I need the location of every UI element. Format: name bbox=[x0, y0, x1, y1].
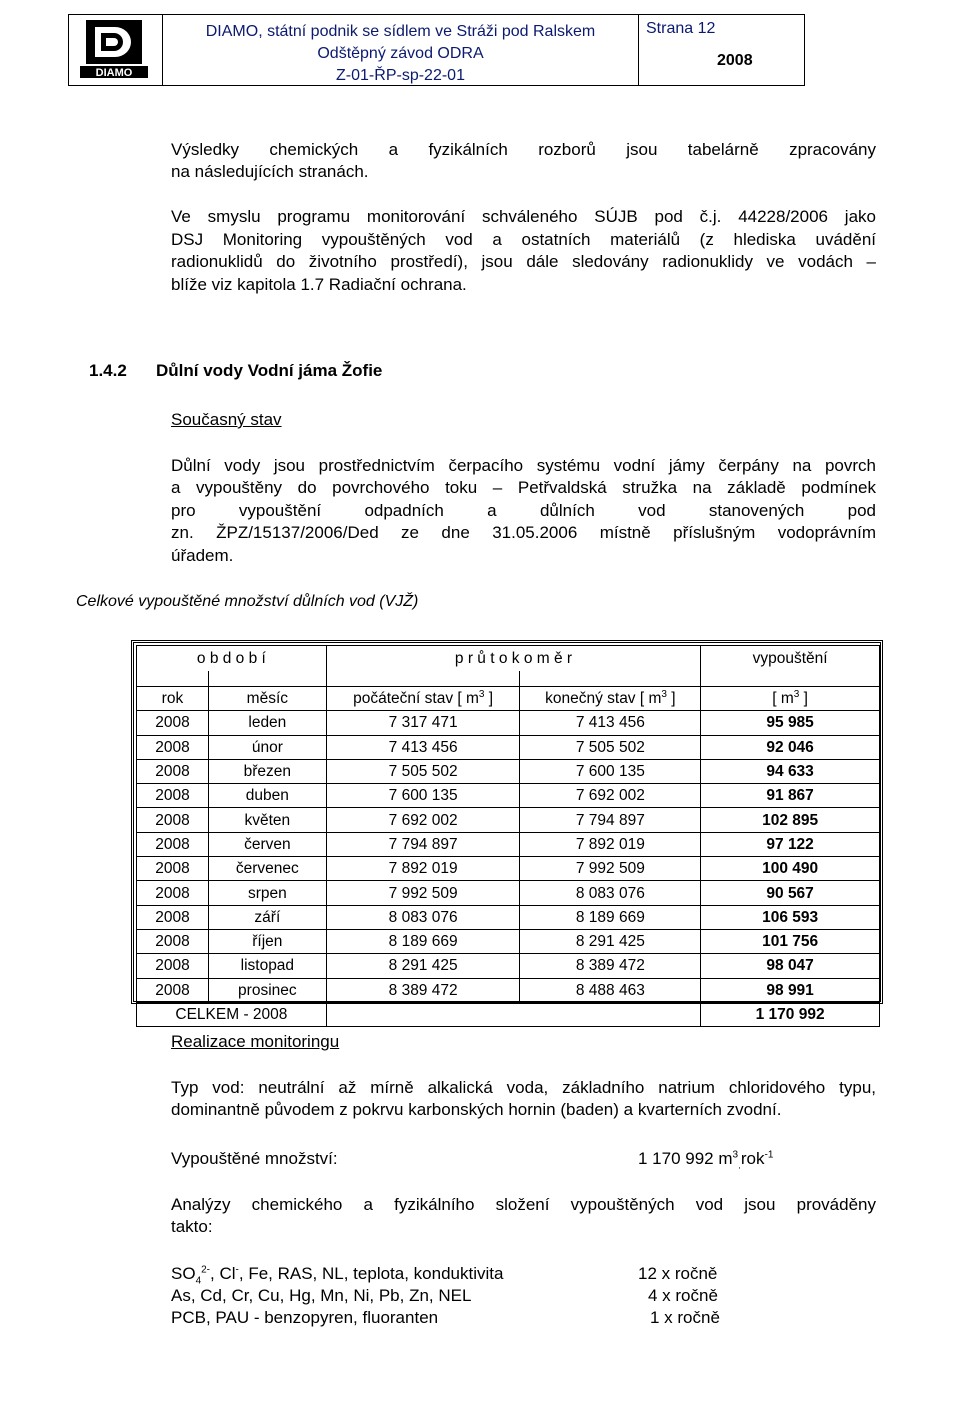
cell-end: 8 083 076 bbox=[520, 881, 701, 905]
cell-month: listopad bbox=[208, 954, 326, 978]
cell-end: 7 992 509 bbox=[520, 857, 701, 881]
cell-discharge: 91 867 bbox=[701, 784, 880, 808]
cell-start: 8 389 472 bbox=[326, 978, 520, 1002]
table-row bbox=[137, 905, 880, 929]
section-paragraph-line: zn. ŽPZ/15137/2006/Ded ze dne 31.05.2006 místně příslušným vodoprávním bbox=[171, 523, 876, 542]
col-header-end: konečný stav [ $m^3$ ] bbox=[520, 687, 701, 711]
water-type-line: Typ vod: neutrální až mírně alkalická voda, základního natrium chloridového typu, bbox=[171, 1078, 876, 1097]
cell-year: 2008 bbox=[137, 808, 209, 832]
analysis-item-parameters: As, Cd, Cr, Cu, Hg, Mn, Ni, Pb, Zn, NEL bbox=[171, 1286, 472, 1305]
cell-year: 2008 bbox=[137, 832, 209, 856]
col-header-start: počáteční stav [ $m^3$ ] bbox=[326, 687, 520, 711]
cell-discharge: 94 633 bbox=[701, 759, 880, 783]
svg-text:DIAMO: DIAMO bbox=[95, 67, 133, 79]
table-row bbox=[137, 954, 880, 978]
cell-year: 2008 bbox=[137, 759, 209, 783]
cell-start: 8 083 076 bbox=[326, 905, 520, 929]
cell-discharge: 90 567 bbox=[701, 881, 880, 905]
cell-discharge: 101 756 bbox=[701, 929, 880, 953]
section-title: Důlní vody Vodní jáma Žofie bbox=[156, 361, 383, 380]
col-header-discharge: [ $m^3$ ] bbox=[701, 687, 880, 711]
cell-end: 8 488 463 bbox=[520, 978, 701, 1002]
analysis-line: Analýzy chemického a fyzikálního složení vypouštěných vod jsou prováděny bbox=[171, 1195, 876, 1214]
intro-line: na následujících stranách. bbox=[171, 162, 369, 181]
cell-discharge: 98 047 bbox=[701, 954, 880, 978]
analysis-item-parameters: PCB, PAU - benzopyren, fluoranten bbox=[171, 1308, 439, 1327]
cell-discharge: 98 991 bbox=[701, 978, 880, 1002]
table-row bbox=[137, 759, 880, 783]
group-period: o b d o b í bbox=[137, 646, 327, 672]
cell-year: 2008 bbox=[137, 954, 209, 978]
cell-month: červenec bbox=[208, 857, 326, 881]
cell-end: 7 413 456 bbox=[520, 711, 701, 735]
cell-month: duben bbox=[208, 784, 326, 808]
col-header-year: rok bbox=[137, 687, 209, 711]
cell-end: 7 794 897 bbox=[520, 808, 701, 832]
analysis-line: takto: bbox=[171, 1217, 213, 1236]
cell-month: březen bbox=[208, 759, 326, 783]
col-header-month: měsíc bbox=[208, 687, 326, 711]
section-paragraph-line: a vypouštěny do povrchového toku – Petřvaldská stružka na základě podmínek bbox=[171, 478, 876, 497]
amount-value: 1 170 992 $m^3_.rok^{-1}$ bbox=[638, 1149, 774, 1172]
table-row bbox=[137, 735, 880, 759]
cell-month: leden bbox=[208, 711, 326, 735]
group-discharge: vypouštění bbox=[701, 646, 880, 672]
cell-start: 7 317 471 bbox=[326, 711, 520, 735]
cell-start: 8 291 425 bbox=[326, 954, 520, 978]
table-row bbox=[137, 832, 880, 856]
analysis-item-frequency: 1 x ročně bbox=[650, 1308, 720, 1327]
cell-end: 7 600 135 bbox=[520, 759, 701, 783]
analysis-item-frequency: 4 x ročně bbox=[648, 1286, 718, 1305]
header-year: 2008 bbox=[717, 52, 753, 69]
cell-end: 8 389 472 bbox=[520, 954, 701, 978]
discharge-table bbox=[131, 640, 883, 1023]
cell-start: 7 600 135 bbox=[326, 784, 520, 808]
cell-year: 2008 bbox=[137, 978, 209, 1002]
section-paragraph-line: úřadem. bbox=[171, 546, 234, 565]
cell-month: říjen bbox=[208, 929, 326, 953]
cell-end: 7 892 019 bbox=[520, 832, 701, 856]
section-paragraph-line: Důlní vody jsou prostřednictvím čerpacího systému vodní jámy čerpány na povrch bbox=[171, 456, 876, 475]
table-row bbox=[137, 929, 880, 953]
cell-start: 7 794 897 bbox=[326, 832, 520, 856]
intro-line: radionuklidů do životního prostředí), jsou dále sledovány radionuklidy ve vodách – bbox=[171, 252, 876, 271]
intro-line: Výsledky chemických a fyzikálních rozborů jsou tabelárně zpracovány bbox=[171, 140, 876, 159]
cell-start: 8 189 669 bbox=[326, 929, 520, 953]
cell-month: prosinec bbox=[208, 978, 326, 1002]
cell-discharge: 106 593 bbox=[701, 905, 880, 929]
diamo-logo bbox=[75, 18, 155, 80]
amount-label: Vypouštěné množství: bbox=[171, 1149, 338, 1168]
section-paragraph-line: pro vypouštění odpadních a důlních vod stanovených pod bbox=[171, 501, 876, 520]
section-number: 1.4.2 bbox=[89, 361, 127, 380]
cell-year: 2008 bbox=[137, 735, 209, 759]
intro-line: DSJ Monitoring vypouštěných vod a ostatních materiálů (z hlediska uvádění bbox=[171, 230, 876, 249]
section-heading bbox=[89, 361, 382, 381]
cell-discharge: 100 490 bbox=[701, 857, 880, 881]
cell-year: 2008 bbox=[137, 857, 209, 881]
header-page-number: Strana 12 bbox=[646, 20, 716, 37]
header-company: DIAMO, státní podnik se sídlem ve Stráži pod Ralskem bbox=[205, 23, 596, 40]
cell-start: 7 505 502 bbox=[326, 759, 520, 783]
cell-year: 2008 bbox=[137, 784, 209, 808]
cell-year: 2008 bbox=[137, 905, 209, 929]
cell-end: 7 692 002 bbox=[520, 784, 701, 808]
header-doc-code: Z-01-ŘP-sp-22-01 bbox=[336, 67, 465, 84]
cell-discharge: 95 985 bbox=[701, 711, 880, 735]
cell-month: září bbox=[208, 905, 326, 929]
cell-end: 8 189 669 bbox=[520, 905, 701, 929]
table-row bbox=[137, 881, 880, 905]
monitoring-title: Realizace monitoringu bbox=[171, 1032, 340, 1051]
cell-year: 2008 bbox=[137, 881, 209, 905]
table-row bbox=[137, 857, 880, 881]
table-row bbox=[137, 711, 880, 735]
intro-line: Ve smyslu programu monitorování schváleného SÚJB pod č.j. 44228/2006 jako bbox=[171, 207, 876, 226]
total-label: CELKEM - 2008 bbox=[137, 1002, 327, 1026]
water-type-line: dominantně původem z pokrvu karbonských hornin (baden) a kvarterních zvodní. bbox=[171, 1100, 782, 1119]
cell-start: 7 692 002 bbox=[326, 808, 520, 832]
cell-month: červen bbox=[208, 832, 326, 856]
header-division: Odštěpný závod ODRA bbox=[317, 45, 484, 62]
analysis-item-frequency: 12 x ročně bbox=[638, 1264, 718, 1283]
cell-discharge: 97 122 bbox=[701, 832, 880, 856]
cell-discharge: 102 895 bbox=[701, 808, 880, 832]
cell-year: 2008 bbox=[137, 929, 209, 953]
table-row bbox=[137, 808, 880, 832]
intro-line: blíže viz kapitola 1.7 Radiační ochrana. bbox=[171, 275, 467, 294]
cell-month: únor bbox=[208, 735, 326, 759]
cell-year: 2008 bbox=[137, 711, 209, 735]
cell-discharge: 92 046 bbox=[701, 735, 880, 759]
analysis-item-parameters: $SO_4^{2-}$, Cl-, Fe, RAS, NL, teplota, konduktivita bbox=[171, 1264, 504, 1287]
cell-end: 8 291 425 bbox=[520, 929, 701, 953]
table-row bbox=[137, 978, 880, 1002]
cell-month: srpen bbox=[208, 881, 326, 905]
table-total-row bbox=[137, 1002, 880, 1026]
page-header bbox=[68, 14, 805, 86]
total-empty bbox=[326, 1002, 700, 1026]
cell-start: 7 892 019 bbox=[326, 857, 520, 881]
total-value: 1 170 992 bbox=[701, 1002, 880, 1026]
cell-end: 7 505 502 bbox=[520, 735, 701, 759]
cell-start: 7 992 509 bbox=[326, 881, 520, 905]
table-caption: Celkové vypouštěné množství důlních vod (VJŽ) bbox=[76, 593, 419, 610]
cell-month: květen bbox=[208, 808, 326, 832]
group-flowmeter: p r ů t o k o m ě r bbox=[326, 646, 700, 672]
table-row bbox=[137, 784, 880, 808]
cell-start: 7 413 456 bbox=[326, 735, 520, 759]
section-subtitle: Současný stav bbox=[171, 410, 282, 429]
